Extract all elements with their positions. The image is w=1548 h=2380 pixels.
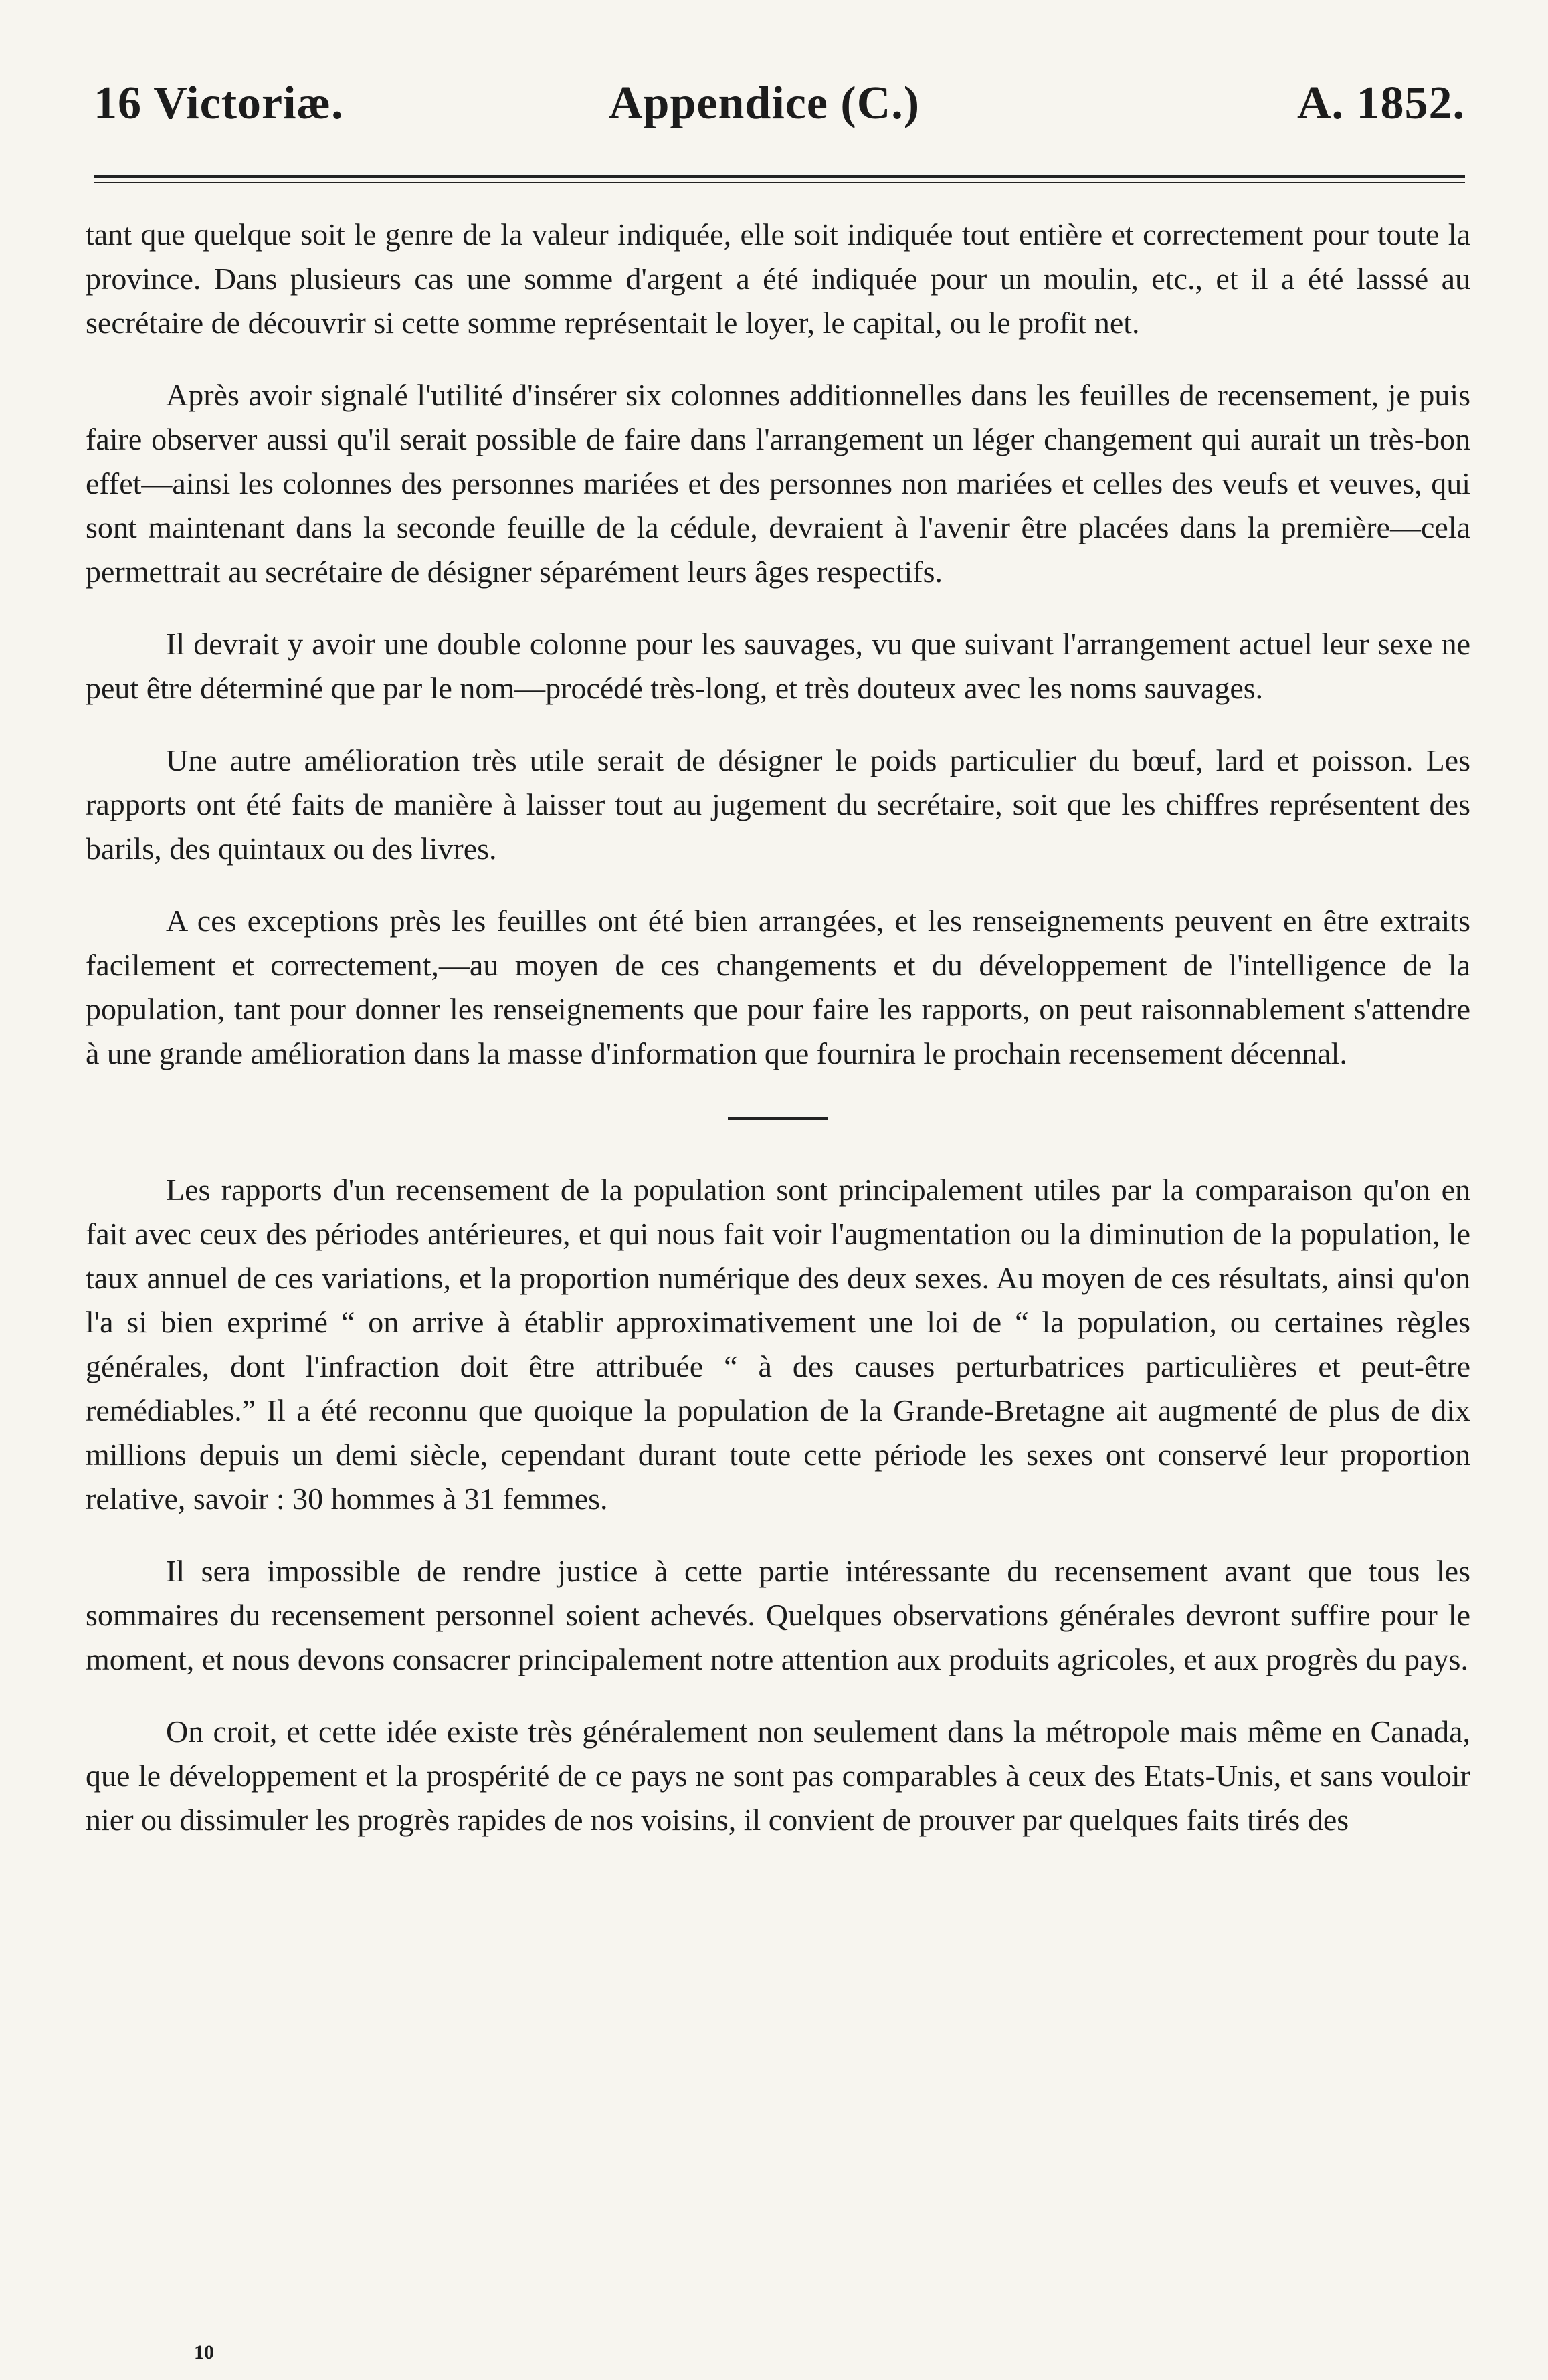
header-appendix: Appendice (C.): [609, 78, 921, 129]
page-number: 10: [194, 2341, 214, 2363]
header-rule-thin: [94, 182, 1465, 183]
paragraph: Une autre amélioration très utile serait de désigner le poids particulier du bœuf, lard et poisson. Les rapports ont été faits de manière à laisser tout au jugement du secrétaire, soit que les chiffres représentent des barils, des quintaux ou des livres.: [86, 743, 1470, 866]
paragraph: On croit, et cette idée existe très généralement non seulement dans la métropole mais même en Canada, que le développement et la prospérité de ce pays ne sont pas comparables à ceux des Etats-Unis, et sans vouloir nier ou dissimuler les progrès rapides de nos voisins, il convient de prouver par quelques faits tirés des: [86, 1714, 1470, 1837]
running-header: [94, 77, 1465, 137]
paragraph: Après avoir signalé l'utilité d'insérer six colonnes additionnelles dans les feuilles de recensement, je puis faire observer aussi qu'il serait possible de faire dans l'arrangement un léger changement qui aurait un très-bon effet—ainsi les colonnes des personnes mariées et des personnes non mariées et celles des veufs et veuves, qui sont maintenant dans la seconde feuille de la cédule, devraient à l'avenir être placées dans la première—cela permettrait au secrétaire de désigner séparément leurs âges respectifs.: [86, 378, 1470, 589]
body-text: [86, 213, 1470, 1870]
header-rule-thick: [94, 175, 1465, 178]
paragraph: A ces exceptions près les feuilles ont été bien arrangées, et les renseignements peuvent en être extraits facilement et correctement,—au moyen de ces changements et du développement de l'intelligence de la population, tant pour donner les renseignements que pour faire les rapports, on peut raisonnablement s'attendre à une grande amélioration dans la masse d'information que fournira le prochain recensement décennal.: [86, 904, 1470, 1070]
paragraph: Il devrait y avoir une double colonne pour les sauvages, vu que suivant l'arrangement actuel leur sexe ne peut être déterminé que par le nom—procédé très-long, et très douteux avec les noms sauvages.: [86, 627, 1470, 705]
paragraph: Il sera impossible de rendre justice à cette partie intéressante du recensement avant que tous les sommaires du recensement personnel soient achevés. Quelques observations générales devront suffire pour le moment, et nous devons consacrer principalement notre attention aux produits agricoles, et aux progrès du pays.: [86, 1554, 1470, 1676]
header-session: 16 Victoriæ.: [94, 78, 344, 129]
section-separator: [728, 1117, 828, 1120]
paragraph-continued: tant que quelque soit le genre de la valeur indiquée, elle soit indiquée tout entière et correctement pour toute la province. Dans plusieurs cas une somme d'argent a été indiquée pour un moulin, etc., et il a été lasssé au secrétaire de découvrir si cette somme représentait le loyer, le capital, ou le profit net.: [86, 217, 1470, 340]
header-year: A. 1852.: [1296, 78, 1465, 129]
paragraph: Les rapports d'un recensement de la population sont principalement utiles par la comparaison qu'on en fait avec ceux des périodes antérieures, et qui nous fait voir l'augmentation ou la diminution de la population, le taux annuel de ces variations, et la proportion numérique des deux sexes. Au moyen de ces résultats, ainsi qu'on l'a si bien exprimé “ on arrive à établir approximativement une loi de “ la population, ou certaines règles générales, dont l'infraction doit être attribuée “ à des causes perturbatrices particulières et peut-être remédiables.” Il a été reconnu que quoique la population de la Grande-Bretagne ait augmenté de plus de dix millions depuis un demi siècle, cependant durant toute cette période les sexes ont conservé leur proportion relative, savoir : 30 hommes à 31 femmes.: [86, 1173, 1470, 1516]
